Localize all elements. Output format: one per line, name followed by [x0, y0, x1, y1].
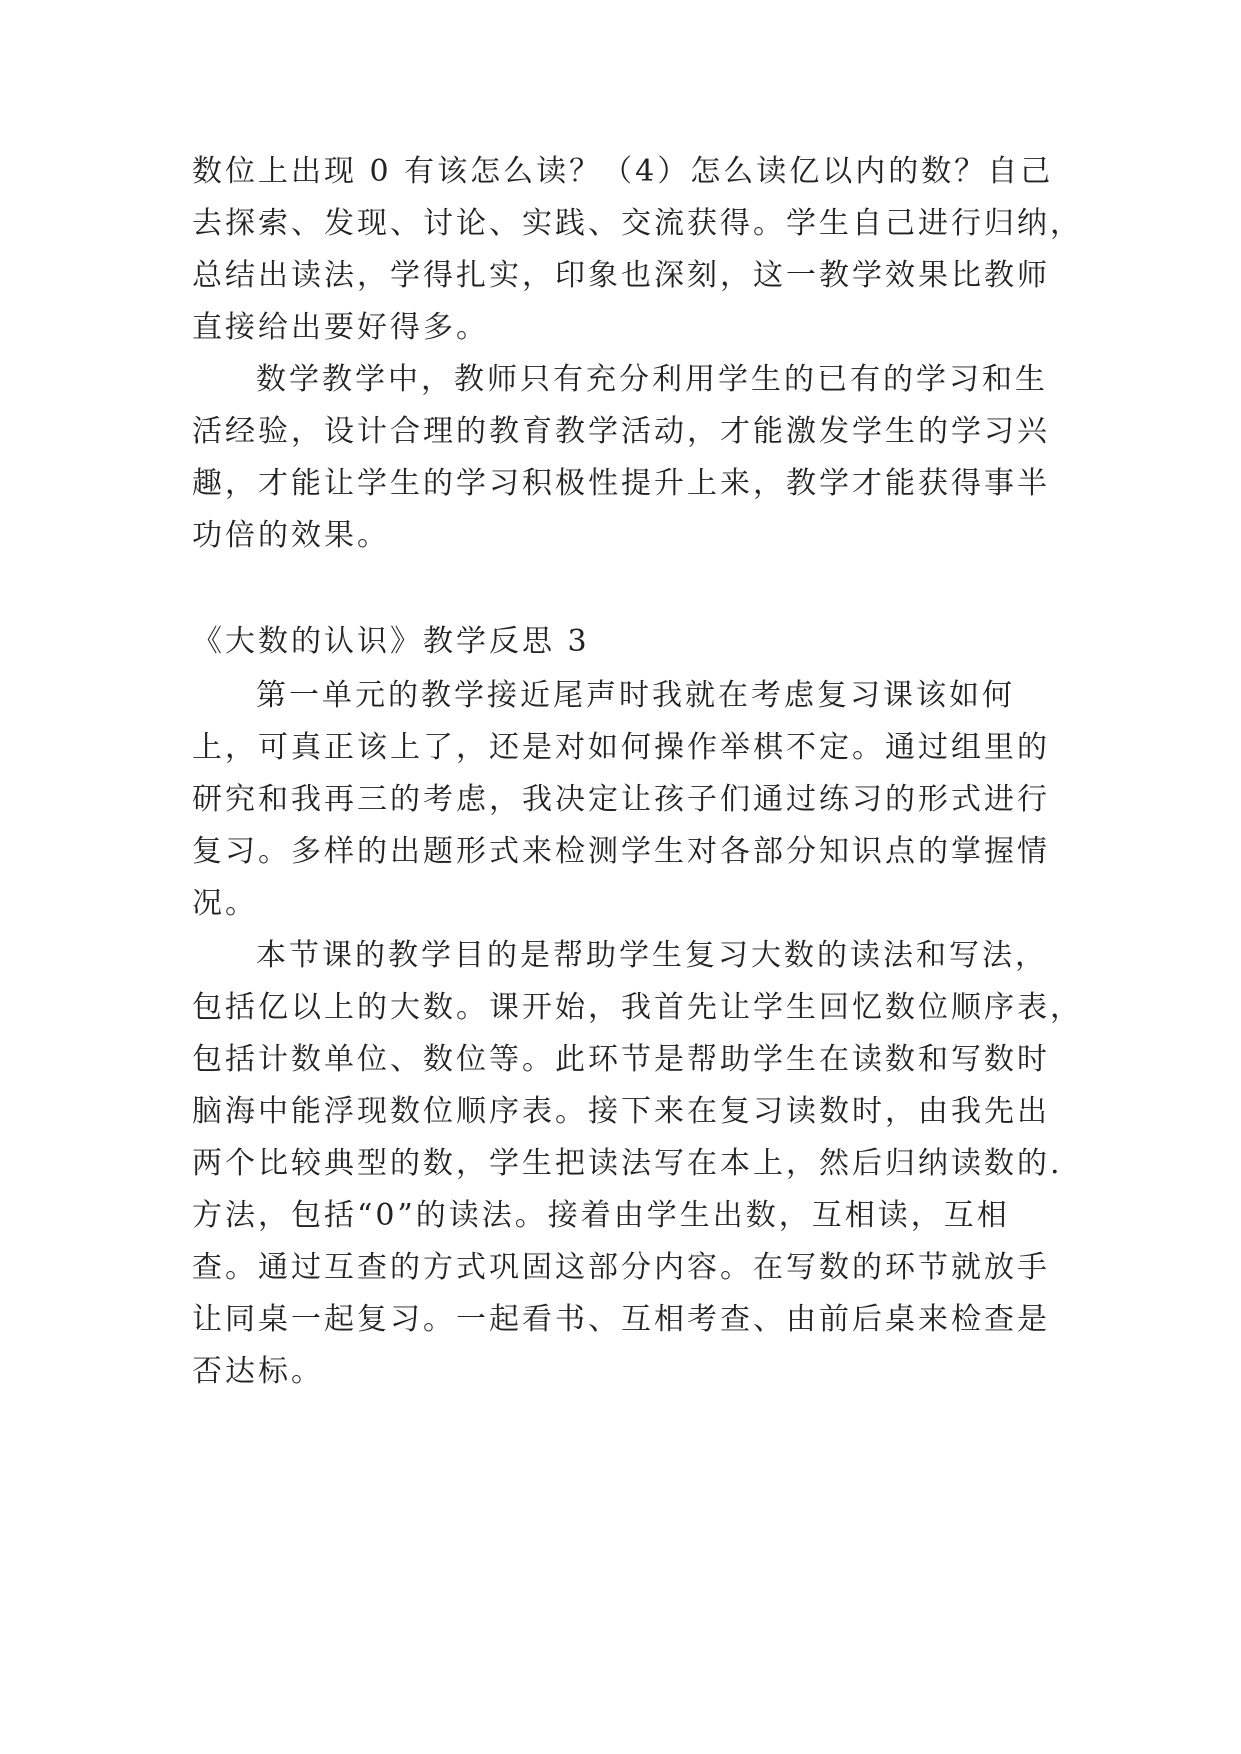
text-line: 况。	[192, 886, 258, 921]
text-line: 上，可真正该上了，还是对如何操作举棋不定。通过组里的	[192, 730, 1050, 765]
text-line: 本节课的教学目的是帮助学生复习大数的读法和写法，	[256, 938, 1048, 973]
text-line: 数位上出现 0 有该怎么读？（4）怎么读亿以内的数？自己	[192, 154, 1054, 189]
text-line: 总结出读法，学得扎实，印象也深刻，这一教学效果比教师	[192, 258, 1050, 293]
text-line: 功倍的效果。	[192, 518, 390, 553]
text-line: 复习。多样的出题形式来检测学生对各部分知识点的掌握情	[192, 834, 1050, 869]
text-line: 直接给出要好得多。	[192, 310, 489, 345]
text-line: 包括计数单位、数位等。此环节是帮助学生在读数和写数时	[192, 1042, 1050, 1077]
text-line: 研究和我再三的考虑，我决定让孩子们通过练习的形式进行	[192, 782, 1050, 817]
text-line: 第一单元的教学接近尾声时我就在考虑复习课该如何	[256, 678, 1015, 713]
text-line: 包括亿以上的大数。课开始，我首先让学生回忆数位顺序表，	[192, 990, 1083, 1025]
text-line: 趣，才能让学生的学习积极性提升上来，教学才能获得事半	[192, 466, 1050, 501]
section-heading: 《大数的认识》教学反思 3	[192, 624, 590, 659]
text-line: 数学教学中，教师只有充分利用学生的已有的学习和生	[256, 362, 1048, 397]
text-line: 让同桌一起复习。一起看书、互相考查、由前后桌来检查是	[192, 1302, 1050, 1337]
text-line: 两个比较典型的数，学生把读法写在本上，然后归纳读数的.	[192, 1146, 1063, 1181]
text-line: 方法，包括“0”的读法。接着由学生出数，互相读，互相	[192, 1198, 1010, 1233]
text-line: 脑海中能浮现数位顺序表。接下来在复习读数时，由我先出	[192, 1094, 1050, 1129]
text-line: 否达标。	[192, 1354, 324, 1389]
text-line: 查。通过互查的方式巩固这部分内容。在写数的环节就放手	[192, 1250, 1050, 1285]
text-line: 活经验，设计合理的教育教学活动，才能激发学生的学习兴	[192, 414, 1050, 449]
text-line: 去探索、发现、讨论、实践、交流获得。学生自己进行归纳，	[192, 206, 1083, 241]
